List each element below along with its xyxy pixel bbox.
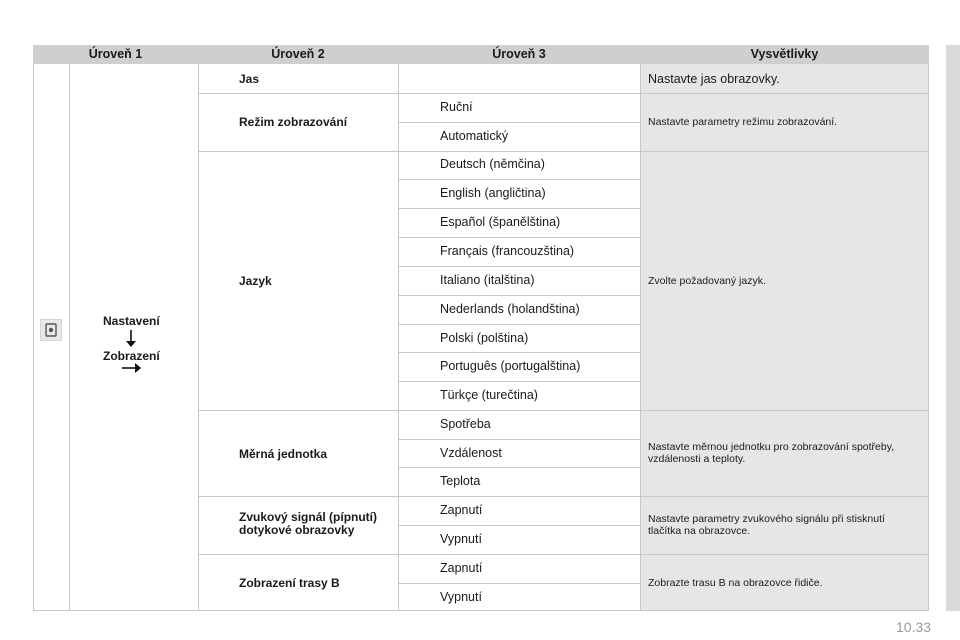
option-lang-es[interactable]: Español (španělština) — [440, 215, 561, 229]
option-route-off[interactable]: Vypnutí — [440, 590, 482, 604]
header-notes: Vysvětlivky — [640, 45, 929, 64]
option-route-on[interactable]: Zapnutí — [440, 561, 483, 575]
menu-table — [33, 45, 929, 611]
option-lang-de[interactable]: Deutsch (němčina) — [440, 157, 545, 171]
option-lang-pt[interactable]: Português (portugalština) — [440, 359, 581, 373]
desc-route: Zobrazte trasu B na obrazovce řidiče. — [640, 554, 929, 611]
arrow-down-icon — [124, 330, 138, 348]
nav-settings: Nastavení — [103, 314, 160, 328]
desc-display-mode: Nastavte parametry režimu zobrazování. — [640, 93, 929, 151]
page-number: 10.33 — [896, 619, 932, 635]
option-manual[interactable]: Ruční — [440, 100, 473, 114]
option-consumption[interactable]: Spotřeba — [440, 417, 491, 431]
desc-units: Nastavte měrnou jednotku pro zobrazování spotřeby, vzdálenosti a teploty. — [640, 410, 929, 496]
option-automatic[interactable]: Automatický — [440, 129, 509, 143]
label-brightness: Jas — [239, 72, 260, 86]
option-temperature[interactable]: Teplota — [440, 474, 481, 488]
header-level1: Úroveň 1 — [33, 45, 198, 64]
nav-display: Zobrazení — [103, 349, 160, 363]
option-distance[interactable]: Vzdálenost — [440, 446, 502, 460]
option-lang-nl[interactable]: Nederlands (holandština) — [440, 302, 580, 316]
settings-icon[interactable] — [40, 319, 62, 341]
option-beep-off[interactable]: Vypnutí — [440, 532, 482, 546]
header-level2: Úroveň 2 — [198, 45, 398, 64]
label-units: Měrná jednotka — [239, 447, 328, 461]
arrow-right-icon — [122, 362, 142, 374]
option-lang-it[interactable]: Italiano (italština) — [440, 273, 535, 287]
option-beep-on[interactable]: Zapnutí — [440, 503, 483, 517]
header-level3: Úroveň 3 — [398, 45, 640, 64]
desc-language: Zvolte požadovaný jazyk. — [640, 151, 929, 410]
label-beep: Zvukový signál (pípnutí) dotykové obrazovky — [239, 510, 378, 537]
option-lang-tr[interactable]: Türkçe (turečtina) — [440, 388, 538, 402]
label-route: Zobrazení trasy B — [239, 576, 340, 590]
label-display-mode: Režim zobrazování — [239, 115, 348, 129]
desc-beep: Nastavte parametry zvukového signálu při stisknutí tlačítka na obrazovce. — [640, 496, 929, 554]
scrollbar[interactable] — [946, 45, 960, 611]
label-language: Jazyk — [239, 274, 272, 288]
option-lang-en[interactable]: English (angličtina) — [440, 186, 546, 200]
desc-brightness: Nastavte jas obrazovky. — [640, 64, 929, 93]
option-lang-pl[interactable]: Polski (polština) — [440, 331, 529, 345]
option-lang-fr[interactable]: Français (francouzština) — [440, 244, 575, 258]
